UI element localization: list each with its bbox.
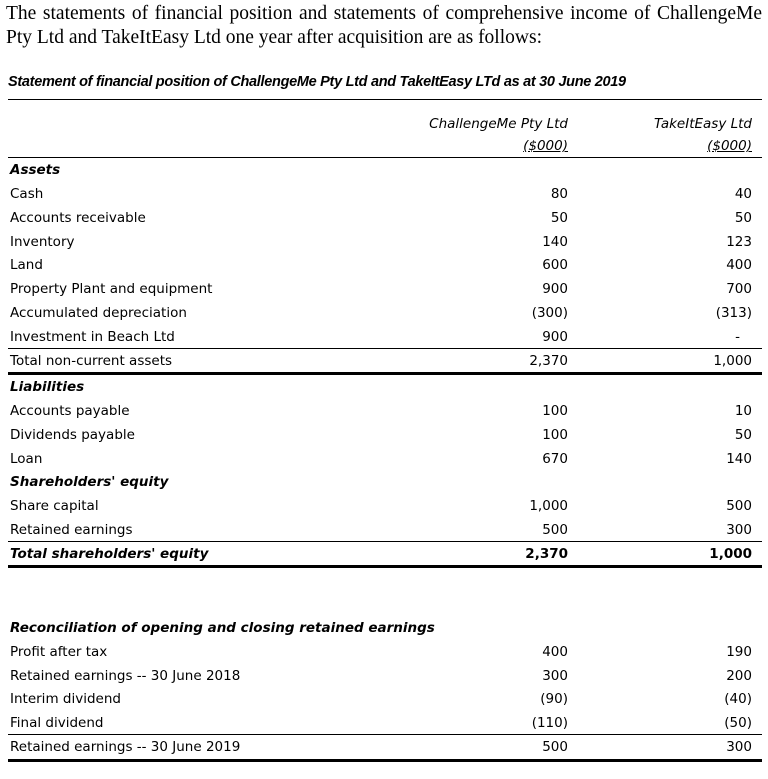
row-label-re: Retained earnings <box>10 522 133 538</box>
pat-c2: 190 <box>726 644 752 660</box>
ppe-c2: 700 <box>726 281 752 297</box>
subtotal-rule-reconciliation <box>8 734 762 735</box>
accdep-c1: (300) <box>531 305 568 321</box>
final-c1: (110) <box>531 715 568 731</box>
pat-c1: 400 <box>542 644 568 660</box>
sharecap-c1: 1,000 <box>529 498 568 514</box>
investment-c2: - <box>735 329 740 345</box>
row-label-ppe: Property Plant and equipment <box>10 281 213 297</box>
ap-c2: 10 <box>734 403 752 419</box>
total-rule-reconciliation <box>8 759 762 762</box>
total-nca-c2: 1,000 <box>713 353 752 369</box>
subtotal-rule-equity <box>8 541 762 542</box>
row-label-cash: Cash <box>10 186 44 202</box>
subtotal-rule-assets <box>8 348 762 349</box>
ar-c1: 50 <box>550 210 568 226</box>
loan-c1: 670 <box>542 451 568 467</box>
sharecap-c2: 500 <box>726 498 752 514</box>
re-2019-c2: 300 <box>726 739 752 755</box>
header-rule <box>8 157 762 158</box>
row-label-divpay: Dividends payable <box>10 427 135 443</box>
row-label-total-nca: Total non-current assets <box>10 353 173 369</box>
row-label-accdep: Accumulated depreciation <box>10 305 187 321</box>
row-label-land: Land <box>10 257 43 273</box>
row-label-loan: Loan <box>10 451 43 467</box>
re-2018-c1: 300 <box>542 668 568 684</box>
col-unit-challengeme <box>470 137 568 155</box>
cash-c1: 80 <box>550 186 568 202</box>
col-header-takeiteasy: TakeItEasy Ltd <box>653 116 752 132</box>
final-c2: (50) <box>724 715 752 731</box>
total-rule-equity <box>8 565 762 568</box>
section-liabilities: Liabilities <box>10 379 85 395</box>
title-rule <box>8 99 762 100</box>
section-reconciliation: Reconciliation of opening and closing retained earnings <box>10 620 435 636</box>
inventory-c2: 123 <box>726 234 752 250</box>
row-label-ar: Accounts receivable <box>10 210 146 226</box>
section-equity: Shareholders' equity <box>10 474 169 490</box>
col-unit-takeiteasy <box>660 137 752 155</box>
re-c1: 500 <box>542 522 568 538</box>
section-assets: Assets <box>10 162 61 178</box>
re-2018-c2: 200 <box>726 668 752 684</box>
ap-c1: 100 <box>542 403 568 419</box>
row-label-pat: Profit after tax <box>10 644 108 660</box>
divpay-c1: 100 <box>542 427 568 443</box>
total-nca-c1: 2,370 <box>529 353 568 369</box>
interim-c2: (40) <box>724 691 752 707</box>
re-c2: 300 <box>726 522 752 538</box>
divpay-c2: 50 <box>734 427 752 443</box>
row-label-investment: Investment in Beach Ltd <box>10 329 175 345</box>
intro-paragraph: The statements of financial position and statements of comprehensive income of ChallengeMe Pty Ltd and TakeItEasy Ltd one year after acquisition are as follows: <box>6 3 762 48</box>
row-label-re-2018: Retained earnings -- 30 June 2018 <box>10 668 241 684</box>
row-label-inventory: Inventory <box>10 234 75 250</box>
loan-c2: 140 <box>726 451 752 467</box>
total-eq-c2: 1,000 <box>709 546 752 562</box>
col-unit-challengeme-text: ($000) <box>523 138 568 154</box>
col-unit-takeiteasy-text: ($000) <box>707 138 752 154</box>
row-label-sharecap: Share capital <box>10 498 99 514</box>
accdep-c2: (313) <box>715 305 752 321</box>
total-rule-assets <box>8 372 762 375</box>
row-label-final: Final dividend <box>10 715 104 731</box>
land-c1: 600 <box>542 257 568 273</box>
land-c2: 400 <box>726 257 752 273</box>
re-2019-c1: 500 <box>542 739 568 755</box>
col-header-challengeme: ChallengeMe Pty Ltd <box>429 116 568 132</box>
row-label-interim: Interim dividend <box>10 691 121 707</box>
ppe-c1: 900 <box>542 281 568 297</box>
row-label-total-eq: Total shareholders' equity <box>10 546 209 562</box>
statement-title: Statement of financial position of ChallengeMe Pty Ltd and TakeItEasy LTd as at 30 June 2019 <box>8 74 626 90</box>
cash-c2: 40 <box>734 186 752 202</box>
row-label-re-2019: Retained earnings -- 30 June 2019 <box>10 739 241 755</box>
total-eq-c1: 2,370 <box>525 546 568 562</box>
investment-c1: 900 <box>542 329 568 345</box>
ar-c2: 50 <box>734 210 752 226</box>
interim-c1: (90) <box>540 691 568 707</box>
row-label-ap: Accounts payable <box>10 403 130 419</box>
inventory-c1: 140 <box>542 234 568 250</box>
